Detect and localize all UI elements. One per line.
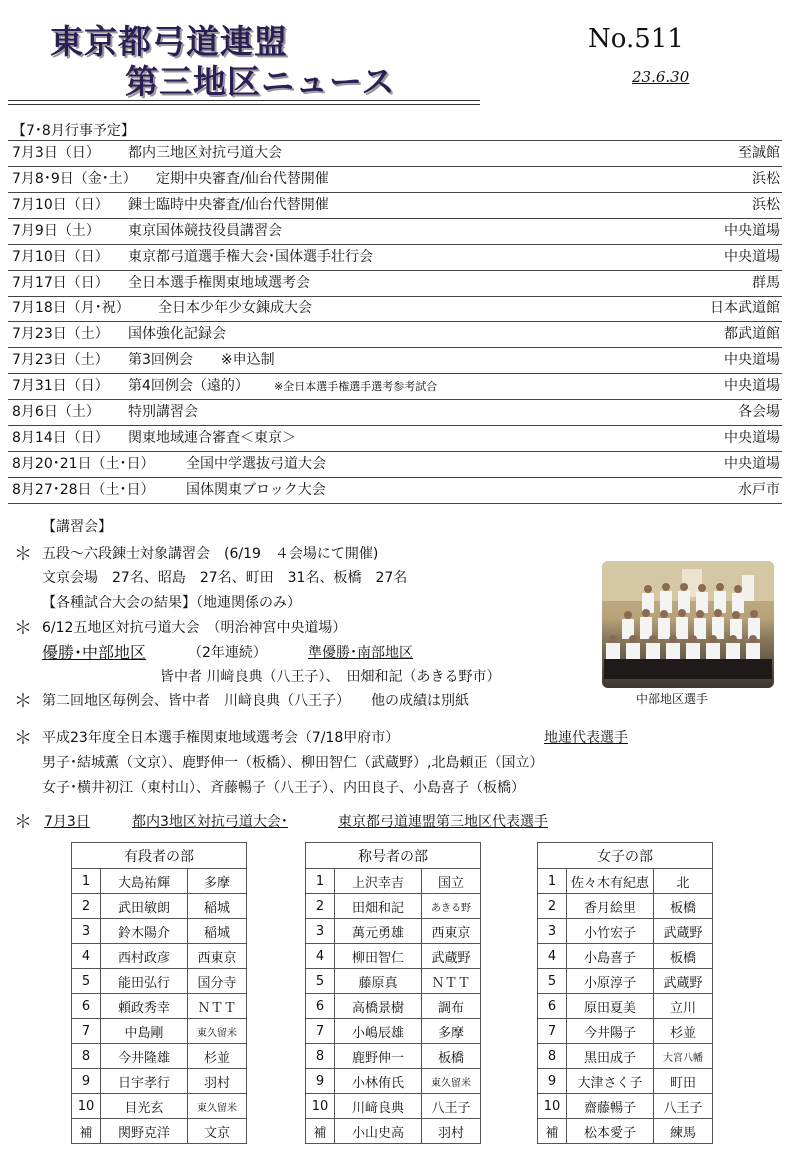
player-club: 武蔵野	[654, 919, 713, 944]
player-club: 立川	[654, 994, 713, 1019]
player-name: 小嶋辰雄	[335, 1019, 422, 1044]
row-number: 7	[306, 1019, 335, 1044]
schedule-event: 第4回例会（遠的）	[128, 378, 249, 395]
player-club: 板橋	[654, 944, 713, 969]
player-name: 佐々木有紀恵	[567, 869, 654, 894]
result-line: 6/12五地区対抗弓道大会 （明治神宮中央道場）	[42, 620, 347, 636]
player-name: 小竹宏子	[567, 919, 654, 944]
player-club: 国立	[422, 869, 481, 894]
row-number: 8	[306, 1044, 335, 1069]
team-table	[537, 842, 713, 1144]
table-row	[306, 919, 481, 944]
table-row	[306, 1119, 481, 1144]
schedule-date: 8月14日（日）	[12, 429, 109, 446]
schedule-event: 全国中学選抜弓道大会	[186, 455, 326, 472]
schedule-venue: 至誠館	[738, 145, 780, 161]
schedule-row	[8, 271, 782, 297]
table-row	[538, 1019, 713, 1044]
player-name: 香月絵里	[567, 894, 654, 919]
team-table	[305, 842, 481, 1144]
lecture-heading: 【講習会】	[42, 519, 112, 535]
player-name: 中島剛	[101, 1019, 188, 1044]
schedule-date: 7月23日（土）	[12, 326, 109, 343]
player-name: 鹿野伸一	[335, 1044, 422, 1069]
player-club: 北	[654, 869, 713, 894]
results-heading: 【各種試合大会の結果】（地連関係のみ）	[42, 595, 301, 611]
schedule-event: 第3回例会 ※申込制	[128, 352, 275, 369]
women-list: 女子･横井初江（東村山）、斉藤暢子（八王子）、内田良子、小島喜子（板橋）	[42, 780, 525, 796]
schedule-event: 定期中央審査/仙台代替開催	[156, 170, 329, 187]
row-number: 4	[306, 944, 335, 969]
bullet-icon: ＊	[14, 812, 32, 833]
player-club: 武蔵野	[654, 969, 713, 994]
row-number: 10	[538, 1094, 567, 1119]
player-club: 羽村	[422, 1119, 481, 1144]
selection-line: 平成23年度全日本選手権関東地域選考会（7/18甲府市）	[42, 730, 400, 746]
table-row	[538, 969, 713, 994]
row-number: 4	[72, 944, 101, 969]
schedule-date: 8月27･28日（土･日）	[12, 481, 155, 498]
table-row	[306, 1069, 481, 1094]
player-club: 稲城	[188, 894, 247, 919]
schedule-row	[8, 141, 782, 167]
schedule-event: 東京国体競技役員講習会	[128, 222, 282, 239]
player-name: 川﨑良典	[335, 1094, 422, 1119]
schedule-date: 7月17日（日）	[12, 274, 109, 291]
player-club: 西東京	[188, 944, 247, 969]
lecture-line: 五段～六段錬士対象講習会 (6/19 ４会場にて開催)	[42, 546, 379, 562]
row-number: 9	[538, 1069, 567, 1094]
row-number: 5	[306, 969, 335, 994]
schedule-date: 8月20･21日（土･日）	[12, 455, 155, 472]
player-club: 練馬	[654, 1119, 713, 1144]
player-club: 東久留米	[422, 1069, 481, 1094]
schedule-note: ※全日本選手権選手選考参考試合	[274, 380, 438, 394]
schedule-venue: 中央道場	[724, 352, 780, 369]
schedule-venue: 中央道場	[724, 378, 780, 395]
row-number: 1	[72, 869, 101, 894]
row-number: 8	[72, 1044, 101, 1069]
player-name: 鈴木陽介	[101, 919, 188, 944]
bullet-icon: ＊	[14, 691, 32, 712]
player-name: 武田敏朗	[101, 894, 188, 919]
row-number: 10	[72, 1094, 101, 1119]
schedule-date: 7月18日（月･祝）	[12, 300, 130, 317]
player-club: あきる野	[422, 894, 481, 919]
player-club: 板橋	[654, 894, 713, 919]
newsletter-title: 東京都弓道連盟	[50, 22, 288, 61]
player-club: ＮＴＴ	[188, 994, 247, 1019]
schedule-event: 国体強化記録会	[128, 326, 226, 343]
player-club: 西東京	[422, 919, 481, 944]
table-title: 有段者の部	[72, 843, 247, 869]
row-number: 3	[538, 919, 567, 944]
schedule-row	[8, 167, 782, 193]
schedule-event: 全日本少年少女錬成大会	[158, 300, 312, 317]
player-name: 黒田成子	[567, 1044, 654, 1069]
player-name: 頼政秀幸	[101, 994, 188, 1019]
schedule-venue: 中央道場	[724, 455, 780, 472]
player-name: 齋藤暢子	[567, 1094, 654, 1119]
row-number: 6	[72, 994, 101, 1019]
player-name: 能田弘行	[101, 969, 188, 994]
schedule-row	[8, 219, 782, 245]
men-list: 男子･結城薫（文京）、鹿野伸一（板橋）、柳田智仁（武蔵野）,北島頼正（国立）	[42, 755, 544, 771]
team-table	[71, 842, 247, 1144]
player-name: 柳田智仁	[335, 944, 422, 969]
team-photo	[602, 561, 774, 688]
schedule-venue: 浜松	[752, 170, 780, 187]
table-row	[72, 919, 247, 944]
player-name: 関野克洋	[101, 1119, 188, 1144]
player-name: 小林侑氏	[335, 1069, 422, 1094]
table-row	[72, 869, 247, 894]
player-name: 大津さく子	[567, 1069, 654, 1094]
schedule-row	[8, 245, 782, 271]
row-number: 8	[538, 1044, 567, 1069]
final-date: 7月3日	[44, 814, 90, 830]
bullet-icon: ＊	[14, 544, 32, 565]
team-photo-image	[602, 561, 774, 688]
schedule-date: 7月23日（土）	[12, 352, 109, 369]
row-number: 3	[72, 919, 101, 944]
player-club: 文京	[188, 1119, 247, 1144]
meeting-line: 第二回地区毎例会、皆中者 川﨑良典（八王子） 他の成績は別紙	[42, 693, 469, 709]
table-row	[72, 1044, 247, 1069]
row-number: 補	[306, 1119, 335, 1144]
schedule-row	[8, 426, 782, 452]
schedule-event: 全日本選手権関東地域選考会	[128, 274, 310, 291]
row-number: 2	[538, 894, 567, 919]
table-row	[538, 894, 713, 919]
player-name: 今井隆雄	[101, 1044, 188, 1069]
table-row	[72, 1094, 247, 1119]
table-title: 称号者の部	[306, 843, 481, 869]
schedule-venue: 浜松	[752, 196, 780, 213]
player-club: 東久留米	[188, 1019, 247, 1044]
table-row	[306, 1094, 481, 1119]
player-name: 大島祐輝	[101, 869, 188, 894]
lecture-venues: 文京会場 27名、昭島 27名、町田 31名、板橋 27名	[42, 570, 408, 586]
winner-text: 優勝･中部地区	[42, 643, 147, 662]
player-club: 町田	[654, 1069, 713, 1094]
table-row	[538, 919, 713, 944]
player-name: 萬元勇雄	[335, 919, 422, 944]
player-name: 今井陽子	[567, 1019, 654, 1044]
table-row	[72, 944, 247, 969]
player-name: 小島喜子	[567, 944, 654, 969]
table-row	[306, 1044, 481, 1069]
player-name: 高橋景樹	[335, 994, 422, 1019]
player-name: 小山史高	[335, 1119, 422, 1144]
player-club: 大宮八幡	[654, 1044, 713, 1069]
row-number: 1	[538, 869, 567, 894]
schedule-venue: 水戸市	[738, 481, 780, 498]
player-name: 原田夏美	[567, 994, 654, 1019]
player-club: 調布	[422, 994, 481, 1019]
player-club: 武蔵野	[422, 944, 481, 969]
player-name: 小原淳子	[567, 969, 654, 994]
table-row	[538, 1044, 713, 1069]
player-club: 羽村	[188, 1069, 247, 1094]
player-club: 杉並	[188, 1044, 247, 1069]
schedule-venue: 群馬	[752, 274, 780, 291]
table-row	[306, 969, 481, 994]
table-title: 女子の部	[538, 843, 713, 869]
table-row	[538, 869, 713, 894]
row-number: 補	[72, 1119, 101, 1144]
table-row	[306, 894, 481, 919]
final-event: 都内3地区対抗弓道大会･	[132, 814, 288, 830]
schedule-event: 錬士臨時中央審査/仙台代替開催	[128, 196, 329, 213]
perfect-hit-line: 皆中者 川﨑良典（八王子）、 田畑和記（あきる野市）	[160, 669, 501, 685]
photo-caption: 中部地区選手	[636, 692, 709, 706]
table-row	[306, 1019, 481, 1044]
table-row	[538, 994, 713, 1019]
schedule-event: 関東地域連合審査＜東京＞	[128, 429, 296, 446]
schedule-date: 7月9日（土）	[12, 222, 100, 239]
row-number: 9	[72, 1069, 101, 1094]
row-number: 7	[538, 1019, 567, 1044]
schedule-date: 8月6日（土）	[12, 404, 100, 420]
row-number: 5	[72, 969, 101, 994]
row-number: 1	[306, 869, 335, 894]
player-name: 松本愛子	[567, 1119, 654, 1144]
table-row	[72, 894, 247, 919]
schedule-date: 7月10日（日）	[12, 196, 109, 213]
row-number: 3	[306, 919, 335, 944]
schedule-venue: 中央道場	[724, 429, 780, 446]
player-club: 多摩	[188, 869, 247, 894]
table-row	[72, 969, 247, 994]
table-row	[72, 1019, 247, 1044]
schedule-row	[8, 348, 782, 374]
schedule-date: 7月31日（日）	[12, 378, 109, 395]
row-number: 6	[306, 994, 335, 1019]
schedule-heading: 【7･8月行事予定】	[12, 123, 135, 139]
player-name: 藤原真	[335, 969, 422, 994]
schedule-venue: 各会場	[738, 404, 780, 420]
table-row	[306, 944, 481, 969]
table-row	[306, 869, 481, 894]
bullet-icon: ＊	[14, 618, 32, 639]
schedule-event: 東京都弓道選手権大会･国体選手壮行会	[128, 248, 373, 265]
issue-number: No.511	[588, 24, 684, 54]
table-row	[538, 1069, 713, 1094]
table-row	[306, 994, 481, 1019]
rep-label: 地連代表選手	[544, 730, 628, 746]
header-divider	[8, 104, 480, 105]
row-number: 2	[72, 894, 101, 919]
player-club: 八王子	[422, 1094, 481, 1119]
winner-note: （2年連続）	[188, 645, 267, 661]
player-name: 田畑和記	[335, 894, 422, 919]
schedule-row	[8, 374, 782, 400]
row-number: 5	[538, 969, 567, 994]
table-row	[538, 1094, 713, 1119]
player-club: ＮＴＴ	[422, 969, 481, 994]
schedule-date: 7月10日（日）	[12, 248, 109, 265]
table-row	[72, 1119, 247, 1144]
player-club: 八王子	[654, 1094, 713, 1119]
schedule-venue: 日本武道館	[710, 300, 780, 317]
schedule-event: 都内三地区対抗弓道大会	[128, 145, 282, 161]
bullet-icon: ＊	[14, 728, 32, 749]
player-club: 国分寺	[188, 969, 247, 994]
schedule-row	[8, 400, 782, 426]
schedule-venue: 都武道館	[724, 326, 780, 343]
row-number: 7	[72, 1019, 101, 1044]
schedule-row	[8, 296, 782, 322]
player-name: 目光玄	[101, 1094, 188, 1119]
player-name: 日宇孝行	[101, 1069, 188, 1094]
table-row	[538, 1119, 713, 1144]
table-row	[538, 944, 713, 969]
header-divider	[8, 100, 480, 101]
schedule-event: 国体関東ブロック大会	[186, 481, 326, 498]
player-name: 上沢幸吉	[335, 869, 422, 894]
schedule-row	[8, 452, 782, 478]
final-team: 東京都弓道連盟第三地区代表選手	[338, 814, 548, 830]
issue-date: 23.6.30	[632, 68, 690, 86]
runner-up-text: 準優勝･南部地区	[308, 645, 413, 661]
row-number: 4	[538, 944, 567, 969]
table-row	[72, 1069, 247, 1094]
player-club: 稲城	[188, 919, 247, 944]
schedule-date: 7月8･9日（金･土）	[12, 170, 137, 187]
schedule-row	[8, 322, 782, 348]
row-number: 10	[306, 1094, 335, 1119]
table-row	[72, 994, 247, 1019]
player-club: 多摩	[422, 1019, 481, 1044]
newsletter-subtitle: 第三地区ニュース	[125, 62, 396, 101]
schedule-row	[8, 478, 782, 504]
schedule-date: 7月3日（日）	[12, 145, 100, 161]
player-club: 東久留米	[188, 1094, 247, 1119]
row-number: 補	[538, 1119, 567, 1144]
schedule-venue: 中央道場	[724, 248, 780, 265]
player-name: 西村政彦	[101, 944, 188, 969]
row-number: 2	[306, 894, 335, 919]
schedule-event: 特別講習会	[128, 404, 198, 420]
schedule-row	[8, 193, 782, 219]
row-number: 9	[306, 1069, 335, 1094]
row-number: 6	[538, 994, 567, 1019]
player-club: 板橋	[422, 1044, 481, 1069]
schedule-venue: 中央道場	[724, 222, 780, 239]
player-club: 杉並	[654, 1019, 713, 1044]
